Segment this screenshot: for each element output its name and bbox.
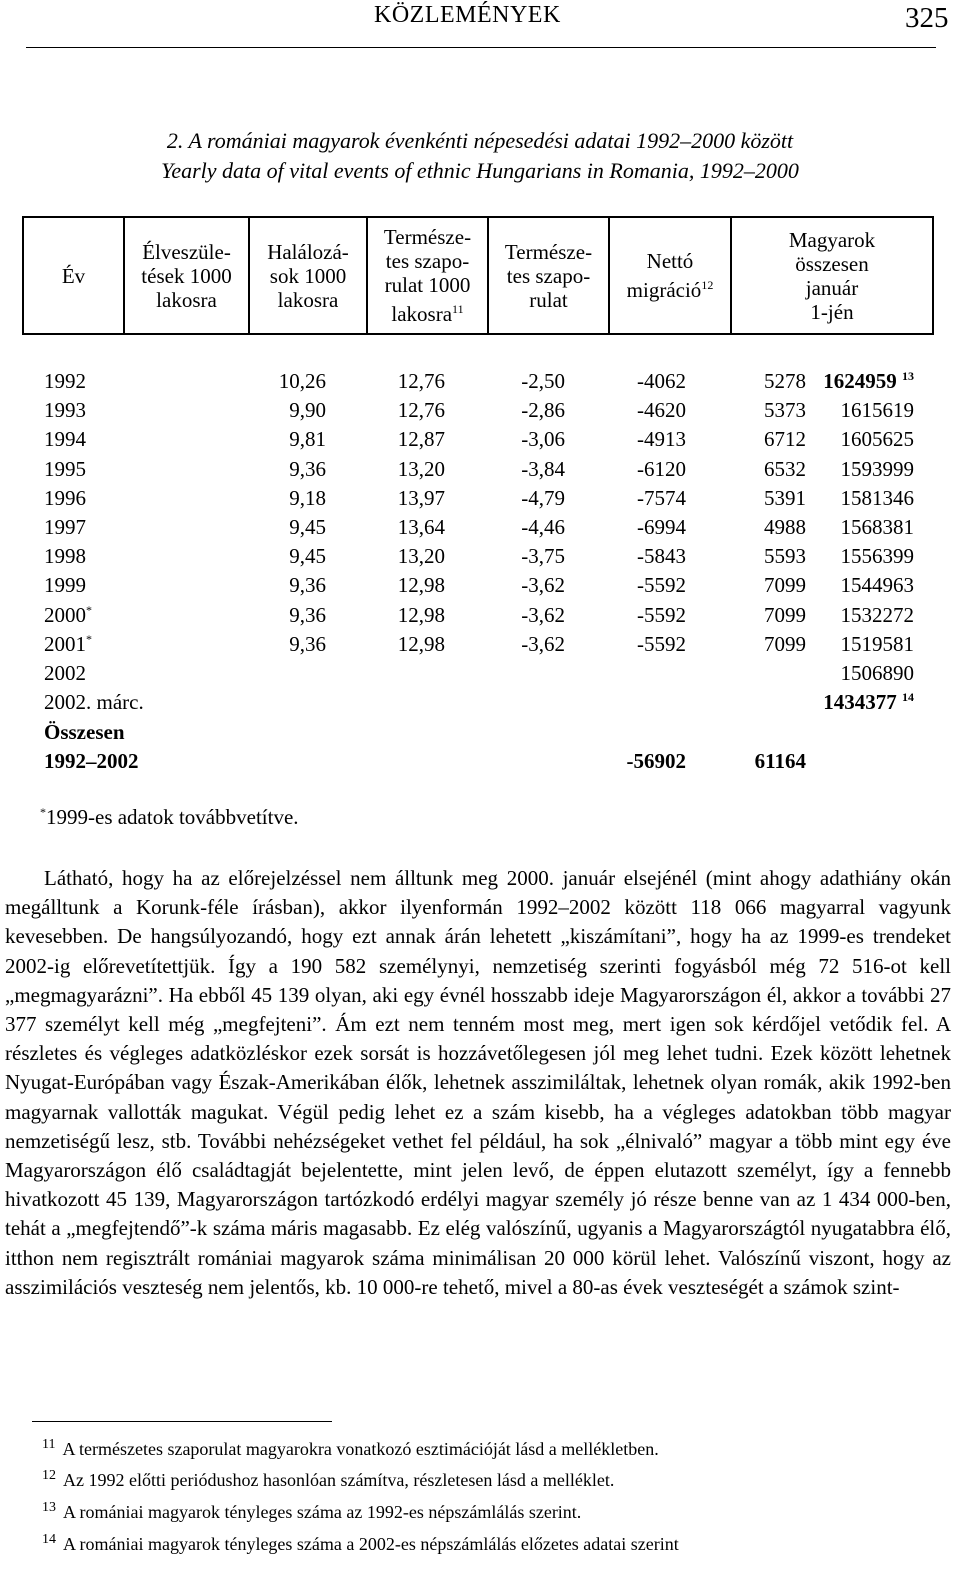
cell-births: 9,90 <box>289 398 326 423</box>
cell-total-value: 1506890 <box>840 661 914 685</box>
cell-year: 2000* <box>44 602 92 627</box>
cell-year: 1994 <box>44 427 86 452</box>
cell-deaths: 13,20 <box>397 456 445 481</box>
cell-year: 2002 <box>44 661 86 685</box>
cell-deaths: 13,64 <box>397 515 445 539</box>
header-cell-net-migration: Nettó migráció$^{12}$ <box>610 218 732 333</box>
summary-period: 1992–2002 <box>44 749 139 773</box>
cell-year: 1995 <box>44 456 86 481</box>
cell-natural: -6994 <box>637 515 686 539</box>
cell-total <box>841 484 915 513</box>
body-text <box>5 864 951 1302</box>
cell-births: 9,36 <box>289 602 326 627</box>
cell-year: 1992 <box>44 369 86 393</box>
cell-total-value: 1593999 <box>840 456 914 481</box>
cell-births: 9,36 <box>289 631 326 656</box>
cell-total-footnote-ref: 13 <box>902 369 914 383</box>
cell-year: 2001* <box>44 631 92 656</box>
header-cell-total-hungarians: Magyarok összesen január 1-jén <box>788 227 876 324</box>
cell-natural: -7574 <box>637 485 686 510</box>
header-cell-births: Élveszüle- tések 1000 lakosra <box>125 218 250 333</box>
header-rule <box>26 47 936 48</box>
page-number: 325 <box>905 2 949 34</box>
cell-migration: 4988 <box>764 515 806 539</box>
summary-row <box>44 747 914 776</box>
cell-migration: 5373 <box>764 398 806 423</box>
cell-total <box>841 659 915 688</box>
cell-natural: -4913 <box>637 427 686 452</box>
cell-natural: -5592 <box>637 602 686 627</box>
cell-rate: -3,06 <box>521 427 565 452</box>
running-header: KÖZLEMÉNYEK <box>374 2 561 28</box>
cell-rate: -4,79 <box>521 485 565 510</box>
cell-year: 1999 <box>44 573 86 598</box>
cell-rate: -3,62 <box>521 573 565 598</box>
cell-natural: -6120 <box>637 456 686 481</box>
table-row <box>44 367 914 396</box>
cell-births: 9,18 <box>289 485 326 510</box>
cell-rate: -3,75 <box>521 544 565 569</box>
table-row <box>44 542 914 571</box>
table-row <box>44 630 914 659</box>
cell-total-value: 1581346 <box>840 485 914 510</box>
footnote-rule <box>32 1421 332 1422</box>
cell-deaths: 12,98 <box>397 602 445 627</box>
cell-total <box>841 425 915 454</box>
cell-births: 10,26 <box>278 369 326 393</box>
cell-year-note-mark: * <box>86 602 92 617</box>
cell-year: 1993 <box>44 398 86 423</box>
table-row <box>44 484 914 513</box>
header-cell-deaths: Halálozá- sok 1000 lakosra <box>250 218 368 333</box>
cell-births: 9,36 <box>289 456 326 481</box>
cell-births: 9,45 <box>289 515 326 539</box>
cell-rate: -2,86 <box>521 398 565 423</box>
footnote-14: $^{14}$ A romániai magyarok tényleges száma a 2002-es népszámlálás előzetes adatai szerint <box>42 1532 679 1554</box>
cell-natural: -4062 <box>637 369 686 393</box>
cell-rate: -3,84 <box>521 456 565 481</box>
cell-deaths: 12,76 <box>397 398 445 423</box>
cell-total <box>841 542 915 571</box>
footnote-12: $^{12}$ Az 1992 előtti periódushoz hasonlóan számítva, részletesen lásd a melléklet. <box>42 1468 615 1490</box>
cell-rate: -3,62 <box>521 602 565 627</box>
cell-natural: -4620 <box>637 398 686 423</box>
cell-deaths: 12,98 <box>397 631 445 656</box>
table-caption-hungarian: 2. A romániai magyarok évenkénti népesedési adatai 1992–2000 között <box>166 128 794 153</box>
cell-rate: -3,62 <box>521 631 565 656</box>
summary-natural-increase: -56902 <box>626 749 686 773</box>
table-row <box>44 601 914 630</box>
cell-total <box>841 630 915 659</box>
cell-natural: -5592 <box>637 573 686 598</box>
cell-births: 9,45 <box>289 544 326 569</box>
cell-rate: -4,46 <box>521 515 565 539</box>
cell-total-value: 1544963 <box>840 573 914 598</box>
cell-year-note-mark: * <box>86 631 92 646</box>
footnote-11: $^{11}$ A természetes szaporulat magyarokra vonatkozó esztimációját lásd a mellékletben. <box>42 1437 659 1459</box>
cell-total <box>841 455 915 484</box>
cell-migration: 7099 <box>764 602 806 627</box>
cell-year: 2002. márc. <box>44 690 144 715</box>
header-cell-natural-rate: Természe- tes szapo- rulat 1000 lakosra$^{11}$ <box>368 218 489 333</box>
body-paragraph: Látható, hogy ha az előrejelzéssel nem álltunk meg 2000. január elsejénél (mint ahogy adathiány okán megálltunk a Korunk-féle írásban), akkor ilyenformán 1992–2002 között 118 066 magyarral vagyunk kevesebben. De hangsúlyozandó, hogy ezt annak árán lehetett „kiszámítani”, hogy ha az 1999-es trendeket 2002-ig előrevetítettjük. Így a 190 582 személynyi, nemzetiség szerinti fogyásból még 72 516-ot kell „megmagyarázni”. Ha ebből 45 139 olyan, aki egy évnél hosszabb ideje Magyarországon él, akkor a további 27 377 személyt kell még „megfejteni”. Ám ezt nem tenném most meg, mert igen sok kérdőjel vetődik fel. A részletes és végleges adatközléskor ezek sorsát is hozzávetőlegesen jól meg lehet tudni. Ezek között lehetnek Nyugat-Európában vagy Észak-Amerikában élők, lehetnek asszimiláltak, lehetnek olyan romák, akik 1992-ben magyarnak vallották magukat. Végül pedig lehet ez a szám kisebb, ha a végleges adatokban több magyar nemzetiségű lesz, stb. További nehézségeket vethet fel például, ha sok „élnivaló” magyar a több mint egy éve Magyarországon élő családtagját bejelentette, mint jelen levő, de éppen elutazott személyt, így a fennebb hivatkozott 45 139, Magyarországon tartózkodó erdélyi magyar személy jó része benne van az 1 434 000-ben, tehát a „megfejtendő”-k száma máris magasabb. Ez elég valószínű, ugyanis a Magyarországtól nyugatabbra élő, itthon nem regisztrált romániai magyarok száma minimálisan 20 000 körül lehet. Valószínű viszont, hogy az asszimilációs veszteség nem jelentős, kb. 10 000-re tehető, mivel a 80-as évek veszteségét a számok szint- <box>5 866 951 1299</box>
cell-migration: 7099 <box>764 573 806 598</box>
header-cell-natural-increase: Természe- tes szapo- rulat <box>489 218 610 333</box>
cell-total <box>823 688 914 717</box>
table-row <box>44 455 914 484</box>
footnote-13: $^{13}$ A romániai magyarok tényleges száma az 1992-es népszámlálás szerint. <box>42 1500 582 1522</box>
cell-births: 9,36 <box>289 573 326 598</box>
cell-natural: -5843 <box>637 544 686 569</box>
cell-migration: 5593 <box>764 544 806 569</box>
cell-total <box>841 601 915 630</box>
cell-births: 9,81 <box>289 427 326 452</box>
cell-total <box>841 513 915 542</box>
cell-total <box>823 367 914 396</box>
cell-deaths: 13,20 <box>397 544 445 569</box>
table-row <box>44 396 914 425</box>
cell-total-value: 1434377 <box>823 690 897 715</box>
cell-total-value: 1532272 <box>840 602 914 627</box>
cell-deaths: 13,97 <box>397 485 445 510</box>
table-row <box>44 571 914 600</box>
cell-migration: 5278 <box>764 369 806 393</box>
cell-total-footnote-ref: 14 <box>902 690 914 705</box>
table-row <box>44 659 914 688</box>
cell-year: 1998 <box>44 544 86 569</box>
cell-total-value: 1615619 <box>840 398 914 423</box>
cell-total-value: 1519581 <box>840 631 914 656</box>
table-caption-english: Yearly data of vital events of ethnic Hungarians in Romania, 1992–2000 <box>161 158 799 183</box>
cell-total <box>841 396 915 425</box>
table-row <box>44 688 914 717</box>
header-cell-year: Év <box>24 218 125 333</box>
summary-label-row <box>44 718 914 747</box>
cell-total-value: 1624959 <box>823 369 897 393</box>
cell-migration: 7099 <box>764 631 806 656</box>
cell-total-value: 1605625 <box>840 427 914 452</box>
cell-year: 1997 <box>44 515 86 539</box>
cell-rate: -2,50 <box>521 369 565 393</box>
cell-deaths: 12,87 <box>397 427 445 452</box>
cell-migration: 6712 <box>764 427 806 452</box>
cell-natural: -5592 <box>637 631 686 656</box>
cell-total-value: 1568381 <box>840 515 914 539</box>
cell-year: 1996 <box>44 485 86 510</box>
table-header <box>22 216 934 335</box>
cell-migration: 6532 <box>764 456 806 481</box>
table-row <box>44 425 914 454</box>
table-row <box>44 513 914 542</box>
cell-total-value: 1556399 <box>840 544 914 569</box>
summary-label: Összesen <box>44 720 125 744</box>
cell-migration: 5391 <box>764 485 806 510</box>
cell-total <box>841 571 915 600</box>
asterisk-note: *1999-es adatok továbbvetítve. <box>40 805 299 829</box>
cell-deaths: 12,76 <box>397 369 445 393</box>
summary-net-migration: 61164 <box>754 749 806 773</box>
cell-deaths: 12,98 <box>397 573 445 598</box>
